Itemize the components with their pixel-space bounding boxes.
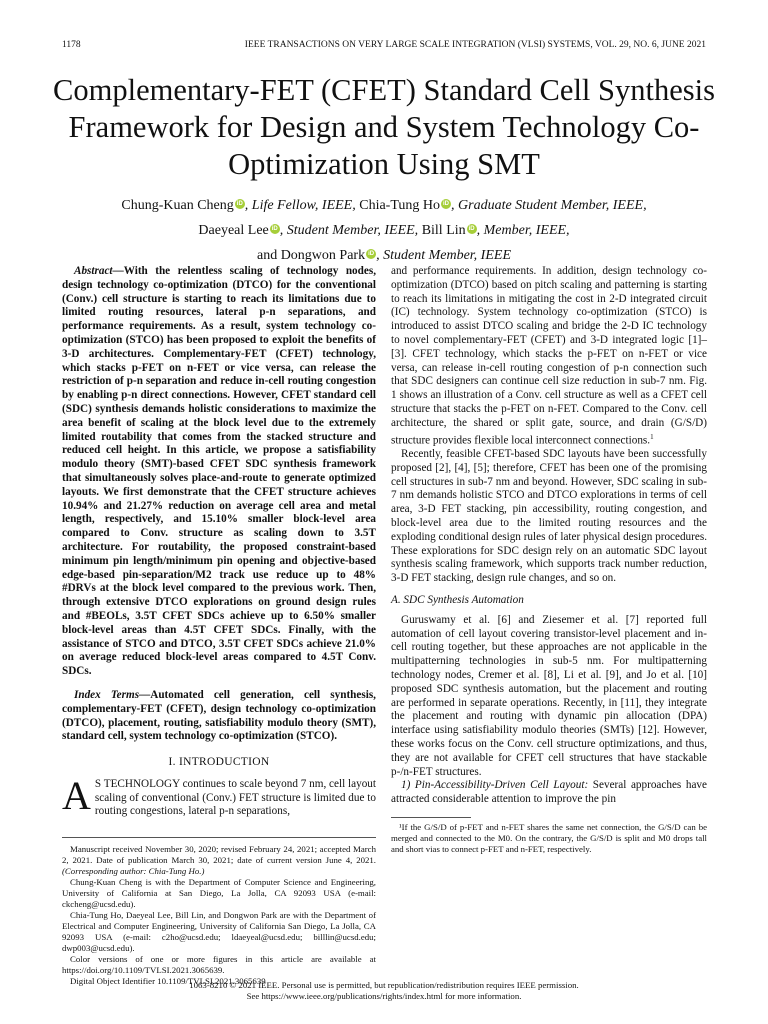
author-affiliation: , Member, IEEE, [476,223,570,238]
intro-paragraph [62,772,376,819]
paper-title: Complementary-FET (CFET) Standard Cell Synthesis Framework for Design and System Technology Co-Optimization Using SMT [53,73,715,181]
running-header [62,40,706,50]
paragraph: Recently, feasible CFET-based SDC layouts have been successfully proposed [2], [4], [5]; therefore, CFET has been one of the promising cell structures in sub-7 nm and beyond. However, SDC scaling in sub-7 nm demands holistic STCO and DTCO explorations in terms of cell area, 3-D FET stacking, pin accessibility, routing congestion, and block-level area due to the limited routing resources and the exploding conditional design rules of later physical design procedures. These explorations for SDC design rely on an automatic SDC layout synthesis scaling framework, which supports track number reduction, 3-D FET stacking, design rule changes, and so on. [391,448,707,585]
author-name: and Dongwon Park [256,248,366,263]
index-terms [62,689,376,744]
paragraph-text: Several approaches have attracted considerable attention to improve the pin [391,779,707,806]
abstract-label: Abstract [74,265,113,277]
subsubsection-heading: 1) Pin-Accessibility-Driven Cell Layout: [401,779,589,792]
paragraph [391,265,707,448]
copyright-notice [0,980,768,1002]
left-column [62,265,376,987]
orcid-icon[interactable]: iD [236,201,243,207]
author-affiliation: , Student Member, IEEE [376,248,512,263]
author-affiliation: , Life Fellow, IEEE, [244,198,360,213]
orcid-icon[interactable]: iD [468,226,475,232]
copyright-line: 1063-8210 © 2021 IEEE. Personal use is permitted, but republication/redistribution requires IEEE permission. [189,980,579,990]
abstract [62,265,376,679]
corresponding-author: (Corresponding author: Chia-Tung Ho.) [62,866,205,877]
page-number: 1178 [62,40,81,50]
paragraph-text: and performance requirements. In addition, design technology co-optimization (DTCO) based on pitch scaling and patterning is starting to reach its limitations in mitigating the cost in 2-D integrated circuit (IC) technology. System technology co-optimization (STCO) is introduced to assist DTCO scaling and bridge the 2-D IC technology to novel complementary-FET (CFET) and 3-D integrated logic [1]–[3]. CFET technology, which stacks the p-FET on n-FET or vice versa, can release in-cell routing congestion of p-n connection such that SDC designers can continue cell size reduction in sub-7 nm. Fig. 1 shows an illustration of a Conv. cell structure as well as a CFET cell structure that stacks the p-FET on n-FET. Compared to the Conv. cell architecture, the shared or split gate, source, and drain (G/S/D) structure provides flexible local interconnect connections. [391,265,707,447]
footnote-gsd: ¹If the G/S/D of p-FET and n-FET shares the same net connection, the G/S/D can be merged and connected to the M0. On the contrary, the G/S/D is split and M0 drops tall and short vias to connect p-FET and n-FET, respectively. [391,822,707,855]
author-affiliation: , Student Member, IEEE, [279,223,422,238]
orcid-icon[interactable]: iD [271,226,278,232]
section-heading-introduction: I. INTRODUCTION [168,756,270,769]
footnote-divider [391,817,471,818]
subsection-heading: A. SDC Synthesis Automation [391,594,524,607]
footnote-cheng: Chung-Kuan Cheng is with the Department of Computer Science and Engineering, University of California at San Diego, La Jolla, CA 92093 USA (e-mail: ckcheng@ucsd.edu). [62,877,376,910]
footnote-divider [62,837,376,838]
footnote-color[interactable]: Color versions of one or more figures in this article are available at https://doi.org/10.1109/TVLSI.2021.3065639. [62,954,376,976]
author-name: Bill Lin [421,223,466,238]
journal-name: IEEE TRANSACTIONS ON VERY LARGE SCALE INTEGRATION (VLSI) SYSTEMS, VOL. 29, NO. 6, JUNE 2021 [244,40,706,50]
right-column [391,265,707,855]
manuscript-dates: Manuscript received November 30, 2020; revised February 24, 2021; accepted March 2, 2021. Date of publication March 30, 2021; date of current version June 4, 2021. [62,844,376,866]
author-affiliation: , Graduate Student Member, IEEE, [451,198,647,213]
footnote-manuscript [62,844,376,877]
author-list [40,193,728,268]
index-terms-dash: — [139,688,151,701]
paragraph [391,779,707,807]
paragraph: Guruswamy et al. [6] and Ziesemer et al. [7] reported full automation of cell layout covering transistor-level placement and in-cell routing together, but these approaches are not applicable in the multipatterning technologies in sub-5 nm. For multipatterning technology nodes, Cremer et al. [8], Li et al. [9], and Jo et al. [10] proposed SDC synthesis automation, but the placement and routing are performed in separate operations. Recently, in [11], they integrate the placement and routing with dynamic pin allocation (DPA) interface using satisfiability modulo theories (SMTs) [12]. However, these works focus on the Conv. cell structure optimizations, and thus, they are not available for CFET cell structures that have stackable p-/n-FET structures. [391,613,707,778]
author-name: Chia-Tung Ho [359,198,441,213]
author-line-2 [40,218,728,243]
footnote-others: Chia-Tung Ho, Daeyeal Lee, Bill Lin, and Dongwon Park are with the Department of Electrical and Computer Engineering, University of California San Diego, La Jolla, CA 92093 USA (e-mail: c2ho@ucsd.edu; ldaeyeal@ucsd.edu; billlin@ucsd.edu; dwp003@ucsd.edu). [62,910,376,954]
author-line-1 [40,193,728,218]
author-name: Daeyeal Lee [198,223,269,238]
drop-cap: A [62,772,91,818]
orcid-icon[interactable]: iD [443,201,450,207]
footnote-doi[interactable]: Digital Object Identifier 10.1109/TVLSI.2021.3065639 [70,976,266,987]
index-terms-label: Index Terms [74,688,140,701]
rights-link[interactable]: See https://www.ieee.org/publications/rights/index.html for more information. [246,991,522,1001]
abstract-dash: — [112,265,124,277]
orcid-icon[interactable]: iD [368,251,375,257]
abstract-text: With the relentless scaling of technology nodes, design technology co-optimization (DTCO) for the conventional (Conv.) cell structure is starting to reach its limitations due to limited routing resources, lateral p-n separations, and performance requirements. As a result, system technology co-optimization (STCO) has been proposed to exploit the benefits of 3-D architectures. Complementary-FET (CFET) technology, which stacks p-FET on n-FET or vice versa, can release the restriction of p-n separation and reduce in-cell routing congestion by enabling p-n direct connections. However, CFET standard cell (SDC) synthesis demands holistic considerations to maximize the area benefit of scaling at the block level due to the extremely limited routability that comes from the stacked structure and reduced cell height. In this article, we propose a satisfiability modulo theory (SMT)-based CFET SDC synthesis framework that simultaneously solves place-and-route to generate optimized layouts. We first demonstrate that the CFET structure achieves 10.94% and 21.27% reduction on average cell area and metal length, respectively, and 15.10% smaller block-level area compared to Conv. structure as scaling down to 3.5T architecture. For routability, the proposed constraint-based minimum pin length/minimum pin opening and objective-based edge-based pin-separation/M2 track use reduce up to 48% #DRVs at the block level compared to the previous work. Then, through extensive DTCO explorations on ground design rules and #BEOLs, 3.5T CFET SDCs achieve up to 6.50% smaller block-level areas than 4.5T CFET SDCs. Finally, with the assistance of STCO and DTCO, 3.5T CFET SDCs achieve 21.0% on average reduced block-level areas compared to 4.5T Conv. SDCs. [62,265,376,678]
author-name: Chung-Kuan Cheng [121,198,234,213]
footnote-ref[interactable]: 1 [650,432,654,441]
intro-text: S TECHNOLOGY continues to scale beyond 7 nm, cell layout scaling of conventional (Conv.) FET structure is limited due to routing congestions, lateral p-n separations, [94,777,376,818]
index-terms-text: Automated cell generation, cell synthesis, complementary-FET (CFET), design technology co-optimization (DTCO), placement, routing, satisfiability modulo theory (SMT), standard cell, system technology co-optimization (STCO). [62,688,376,743]
